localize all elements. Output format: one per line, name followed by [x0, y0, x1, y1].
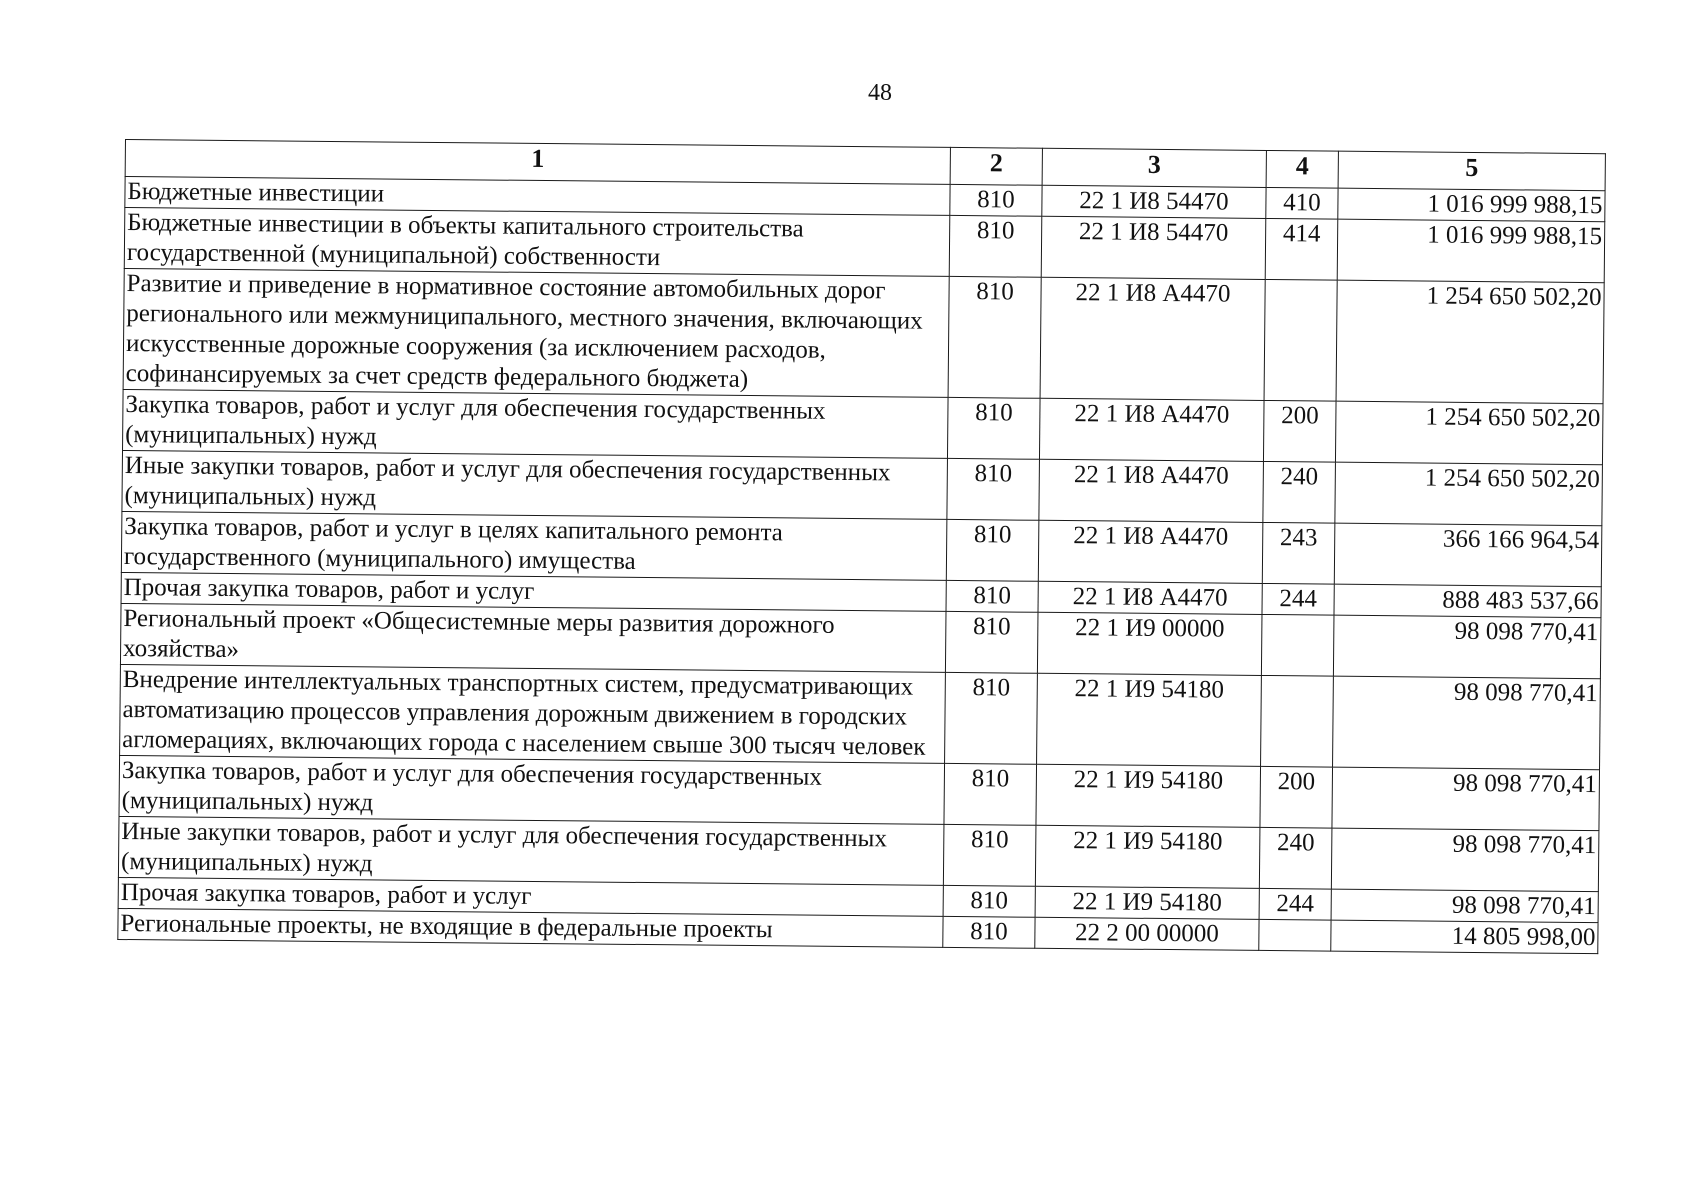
page-number: 48: [868, 80, 892, 106]
row-code-cell: 22 1 И8 А4470: [1038, 581, 1262, 614]
row-code-cell: 22 1 И8 54470: [1042, 185, 1266, 218]
row-grbs-cell: 810: [949, 215, 1042, 277]
row-name-cell: Бюджетные инвестиции в объекты капитального строительства государственной (муниципальной) собственности: [124, 208, 950, 277]
header-col-1: 1: [125, 140, 950, 185]
row-vr-cell: 200: [1263, 400, 1336, 462]
row-name-cell: Закупка товаров, работ и услуг для обеспечения государственных (муниципальных) нужд: [119, 755, 945, 824]
row-sum-cell: 366 166 964,54: [1334, 523, 1602, 587]
row-grbs-cell: 810: [943, 885, 1035, 917]
header-col-4: 4: [1266, 150, 1338, 188]
row-grbs-cell: 810: [950, 184, 1042, 216]
row-code-cell: 22 1 И8 А4470: [1039, 398, 1264, 461]
header-col-5: 5: [1338, 151, 1605, 191]
row-code-cell: 22 1 И8 А4470: [1040, 277, 1265, 400]
row-code-cell: 22 1 И9 54180: [1035, 825, 1260, 888]
row-vr-cell: 244: [1262, 583, 1334, 615]
row-vr-cell: 410: [1266, 187, 1338, 219]
row-grbs-cell: 810: [944, 763, 1037, 825]
table-row: [123, 268, 1604, 403]
row-vr-cell: 243: [1262, 522, 1335, 584]
row-grbs-cell: 810: [943, 824, 1036, 886]
row-sum-cell: 1 254 650 502,20: [1336, 280, 1604, 404]
row-grbs-cell: 810: [947, 458, 1040, 520]
row-sum-cell: 1 016 999 988,15: [1338, 188, 1605, 222]
row-vr-cell: [1261, 675, 1334, 767]
row-name-cell: Региональные проекты, не входящие в федеральные проекты: [118, 908, 943, 947]
row-name-cell: Прочая закупка товаров, работ и услуг: [118, 877, 943, 916]
row-vr-cell: 240: [1263, 461, 1336, 523]
row-sum-cell: 98 098 770,41: [1333, 676, 1601, 770]
table-row: [120, 664, 1601, 769]
row-vr-cell: 414: [1265, 218, 1338, 280]
row-sum-cell: 888 483 537,66: [1334, 584, 1601, 618]
row-code-cell: 22 2 00 00000: [1035, 917, 1259, 950]
row-code-cell: 22 1 И8 А4470: [1039, 459, 1264, 522]
row-vr-cell: 244: [1259, 888, 1331, 920]
row-grbs-cell: 810: [945, 611, 1038, 673]
row-name-cell: Бюджетные инвестиции: [125, 177, 950, 216]
row-name-cell: Закупка товаров, работ и услуг в целях капитального ремонта государственного (муниципального) имущества: [121, 511, 947, 580]
row-vr-cell: 240: [1259, 827, 1332, 889]
row-code-cell: 22 1 И9 54180: [1037, 673, 1262, 766]
row-name-cell: Региональный проект «Общесистемные меры развития дорожного хозяйства»: [120, 603, 946, 672]
row-vr-cell: 200: [1260, 766, 1333, 828]
row-sum-cell: 98 098 770,41: [1331, 889, 1598, 923]
header-col-3: 3: [1042, 148, 1266, 187]
row-name-cell: Закупка товаров, работ и услуг для обеспечения государственных (муниципальных) нужд: [123, 389, 949, 458]
row-vr-cell: [1261, 614, 1334, 676]
row-sum-cell: 1 254 650 502,20: [1335, 401, 1603, 465]
row-code-cell: 22 1 И8 54470: [1041, 216, 1266, 279]
table-body: [118, 177, 1605, 954]
row-grbs-cell: 810: [946, 519, 1039, 581]
row-sum-cell: 98 098 770,41: [1332, 767, 1600, 831]
row-sum-cell: 14 805 998,00: [1331, 920, 1598, 954]
budget-table: [117, 139, 1606, 954]
row-sum-cell: 1 016 999 988,15: [1337, 219, 1605, 283]
row-grbs-cell: 810: [948, 276, 1041, 398]
row-name-cell: Внедрение интеллектуальных транспортных систем, предусматривающих автоматизацию процессов управления дорожным движением в городских агломерациях, включающих города с населением свыше 300 тысяч человек: [120, 664, 946, 763]
row-grbs-cell: 810: [943, 916, 1035, 948]
row-name-cell: Развитие и приведение в нормативное состояние автомобильных дорог регионального или межмуниципального, местного значения, включающих искусственные дорожные сооружения (за исключением расходов, софинансируемых за счет средств федерального бюджета): [123, 268, 949, 397]
row-vr-cell: [1259, 919, 1331, 951]
row-name-cell: Прочая закупка товаров, работ и услуг: [121, 572, 946, 611]
row-code-cell: 22 1 И9 54180: [1036, 764, 1261, 827]
row-vr-cell: [1264, 279, 1337, 401]
row-code-cell: 22 1 И8 А4470: [1038, 520, 1263, 583]
row-grbs-cell: 810: [946, 580, 1038, 612]
row-grbs-cell: 810: [947, 397, 1040, 459]
budget-table-wrapper: [117, 139, 1606, 954]
row-name-cell: Иные закупки товаров, работ и услуг для обеспечения государственных (муниципальных) нужд: [118, 816, 944, 885]
row-name-cell: Иные закупки товаров, работ и услуг для обеспечения государственных (муниципальных) нужд: [122, 450, 948, 519]
row-sum-cell: 98 098 770,41: [1333, 615, 1601, 679]
row-sum-cell: 1 254 650 502,20: [1335, 462, 1603, 526]
row-sum-cell: 98 098 770,41: [1331, 828, 1599, 892]
row-code-cell: 22 1 И9 54180: [1035, 886, 1259, 919]
row-code-cell: 22 1 И9 00000: [1037, 612, 1262, 675]
header-col-2: 2: [950, 147, 1042, 185]
row-grbs-cell: 810: [945, 672, 1038, 764]
